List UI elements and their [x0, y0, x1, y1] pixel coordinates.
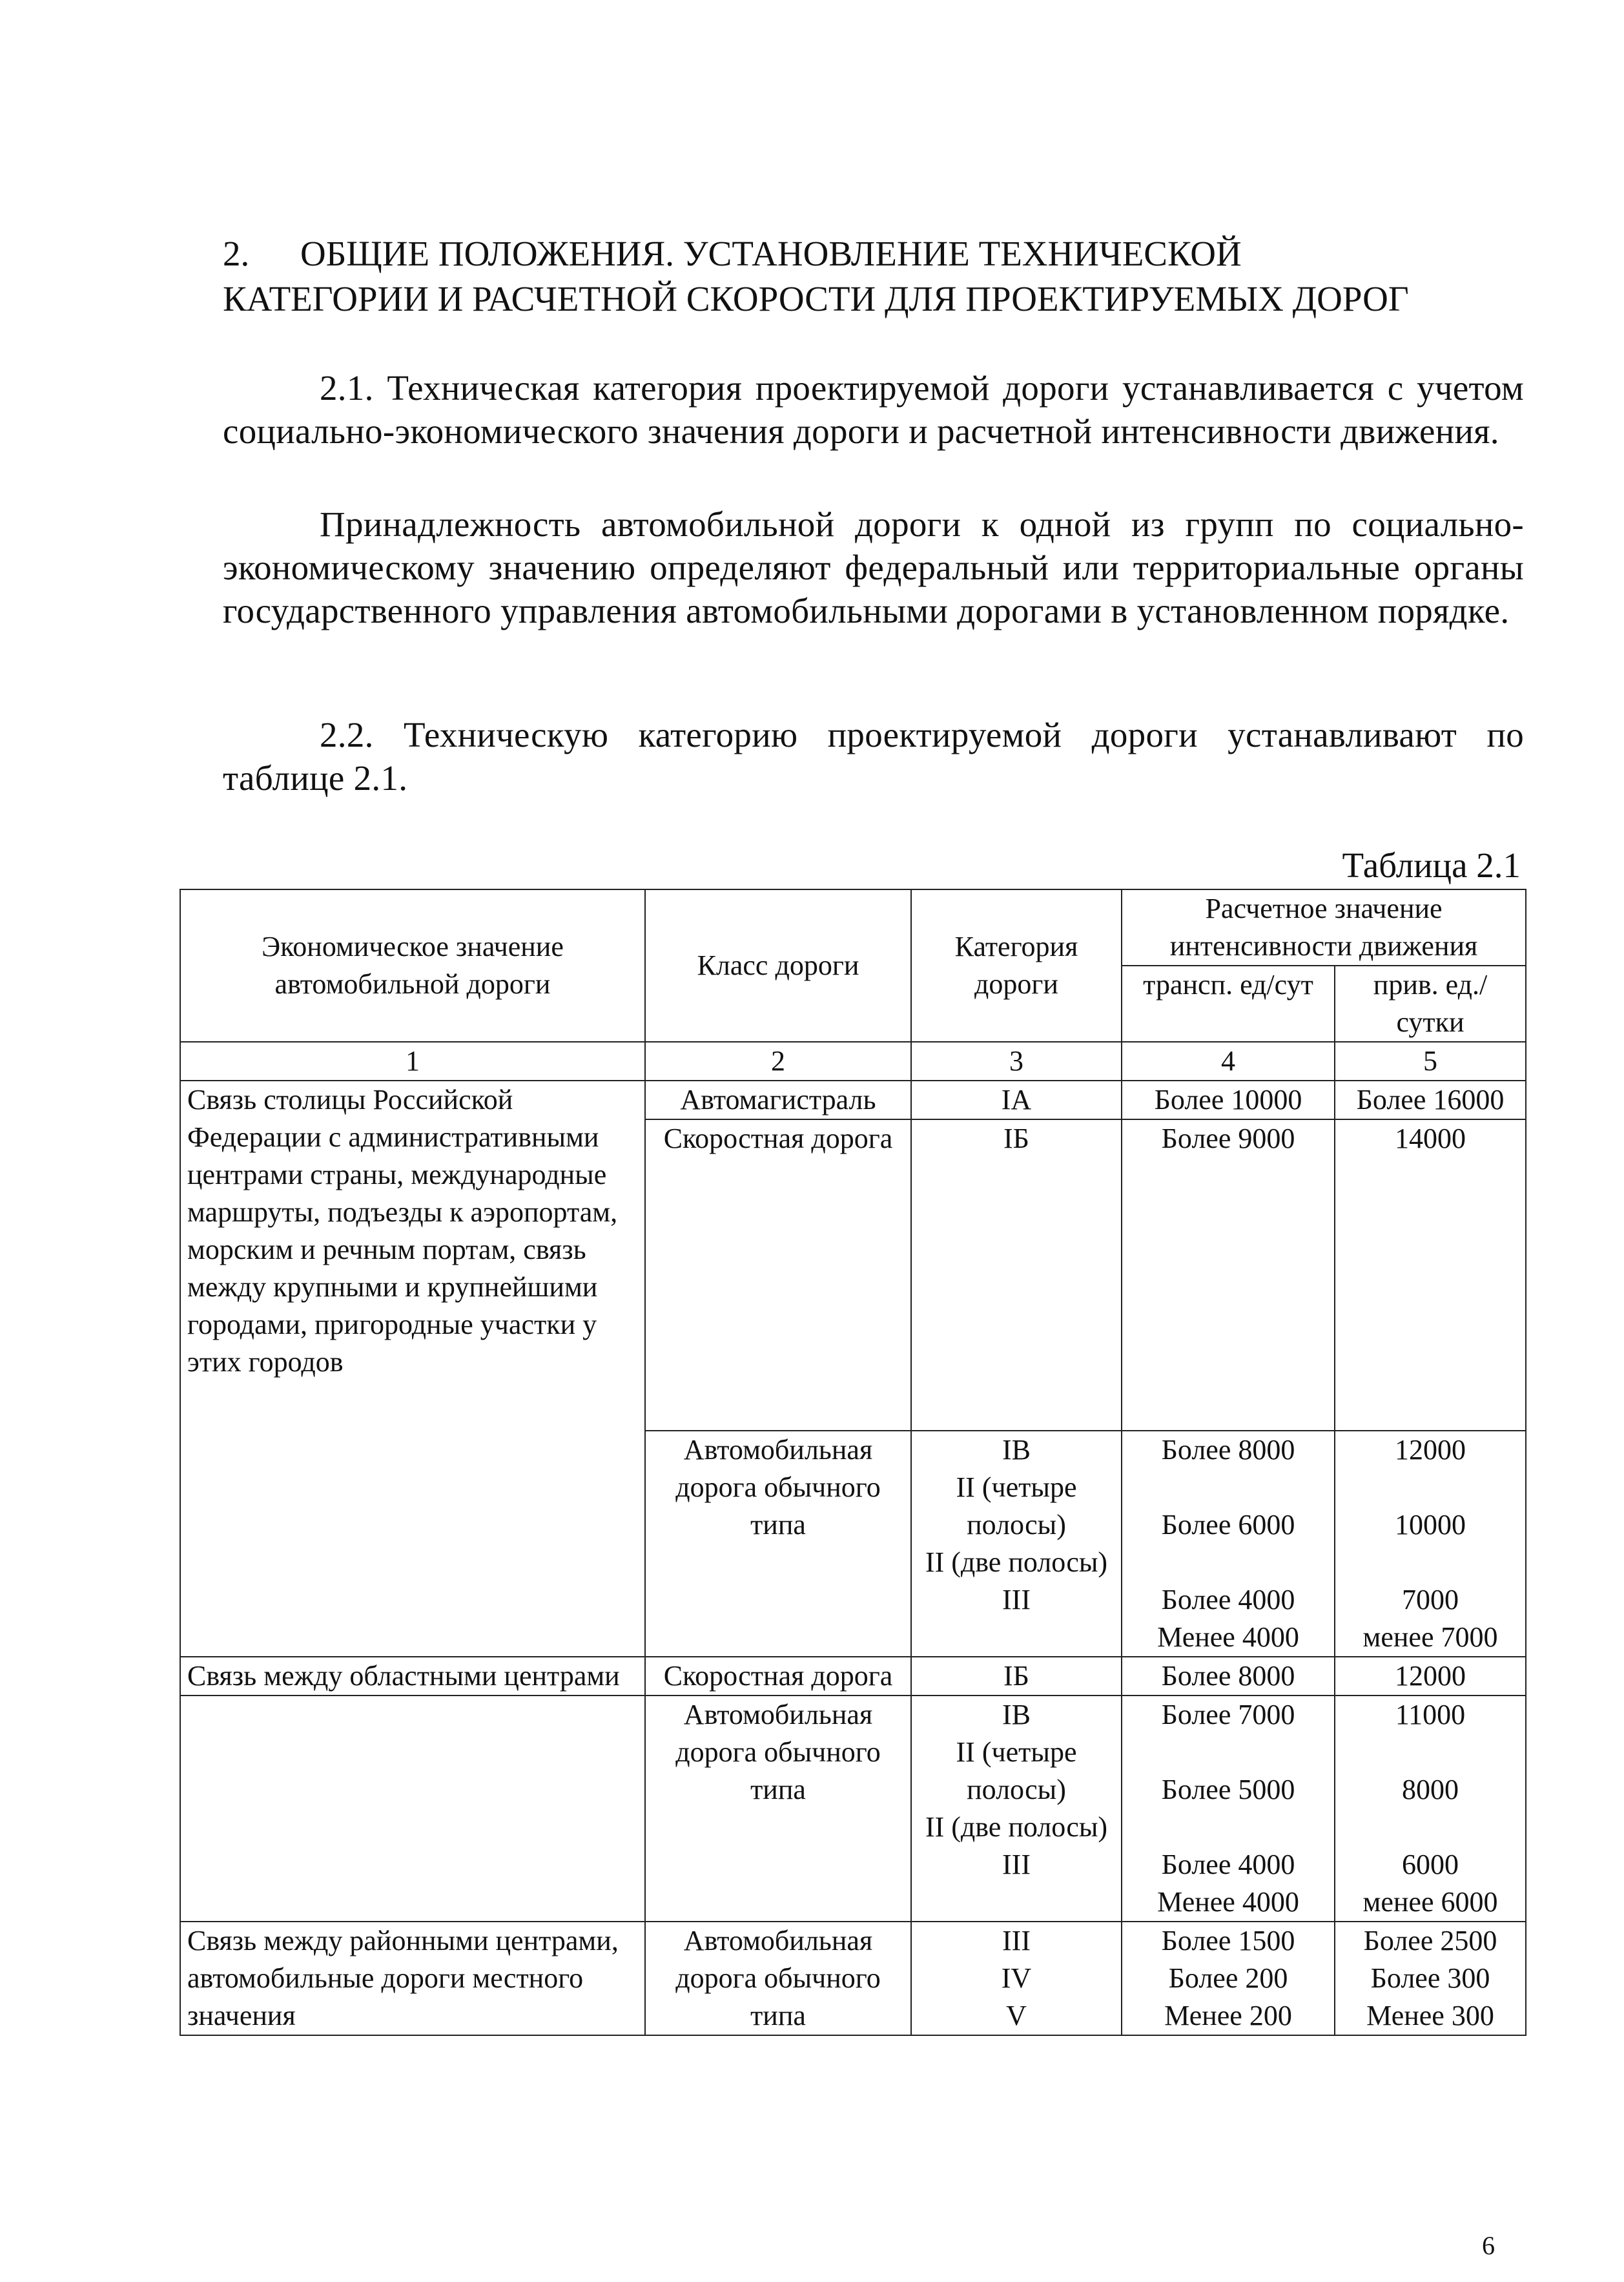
- category-value: III: [1002, 1925, 1031, 1956]
- reduced-cell: 14000: [1335, 1119, 1526, 1431]
- section-number: 2.: [223, 234, 250, 273]
- header-significance: Экономическое значение автомобильной дороги: [180, 889, 645, 1042]
- reduced-value: менее 7000: [1362, 1621, 1498, 1653]
- transport-value: Менее 4000: [1157, 1621, 1299, 1653]
- transport-value: Более 1500: [1161, 1925, 1295, 1956]
- category-value: V: [1006, 2000, 1027, 2031]
- reduced-value: 6000: [1402, 1849, 1459, 1880]
- reduced-cell: [1335, 1431, 1526, 1657]
- category-cell: IБ: [911, 1657, 1122, 1696]
- table-row: [180, 1657, 1526, 1696]
- category-value: IB: [1002, 1434, 1031, 1466]
- page-number: 6: [1482, 2231, 1495, 2260]
- significance-cell: Связь между областными центрами: [180, 1657, 645, 1696]
- reduced-cell: [1335, 1922, 1526, 2035]
- category-value: III: [1002, 1584, 1031, 1615]
- column-number: 1: [180, 1042, 645, 1081]
- reduced-value: Менее 300: [1366, 2000, 1494, 2031]
- column-number: 2: [645, 1042, 911, 1081]
- transport-value: Более 7000: [1161, 1699, 1295, 1730]
- significance-cell-empty: [180, 1696, 645, 1922]
- transport-value: Менее 200: [1164, 2000, 1292, 2031]
- reduced-value: менее 6000: [1362, 1886, 1498, 1918]
- reduced-cell: 12000: [1335, 1657, 1526, 1696]
- category-cell: IБ: [911, 1119, 1122, 1431]
- reduced-value: 7000: [1402, 1584, 1459, 1615]
- column-number: 3: [911, 1042, 1122, 1081]
- category-value: IB: [1002, 1699, 1031, 1730]
- column-number: 4: [1122, 1042, 1335, 1081]
- category-cell: [911, 1922, 1122, 2035]
- category-value: II (четыре полосы): [956, 1471, 1077, 1540]
- reduced-cell: [1335, 1696, 1526, 1922]
- category-table: [180, 889, 1526, 2036]
- class-cell: Автомобильная дорога обычного типа: [645, 1696, 911, 1922]
- category-cell: IA: [911, 1081, 1122, 1119]
- class-cell: Скоростная дорога: [645, 1657, 911, 1696]
- header-class: Класс дороги: [645, 889, 911, 1042]
- header-category: Категория дороги: [911, 889, 1122, 1042]
- transport-cell: [1122, 1922, 1335, 2035]
- paragraph-2-1: 2.1. Техническая категория проектируемой дороги устанавливается с учетом социально-экономического значения дороги и расчетной интенсивности движения.: [223, 368, 1524, 451]
- reduced-value: 11000: [1395, 1699, 1466, 1730]
- table-row: [180, 1081, 1526, 1119]
- transport-value: Более 5000: [1161, 1774, 1295, 1805]
- table-caption: Таблица 2.1: [1342, 845, 1521, 885]
- header-reduced-units: прив. ед./сутки: [1335, 966, 1526, 1042]
- heading-line-1: ОБЩИЕ ПОЛОЖЕНИЯ. УСТАНОВЛЕНИЕ ТЕХНИЧЕСКОЙ: [300, 234, 1242, 273]
- paragraph-ownership: Принадлежность автомобильной дороги к одной из групп по социально-экономическому значению определяют федеральный или территориальные органы государственного управления автомобильными дорогами в установленном порядке.: [223, 504, 1524, 630]
- column-number-row: [180, 1042, 1526, 1081]
- reduced-value: 12000: [1395, 1434, 1466, 1466]
- reduced-value: 10000: [1395, 1509, 1466, 1540]
- transport-value: Более 8000: [1161, 1434, 1295, 1466]
- transport-cell: Более 8000: [1122, 1657, 1335, 1696]
- category-value: II (четыре полосы): [956, 1736, 1077, 1805]
- transport-value: Более 4000: [1161, 1849, 1295, 1880]
- significance-cell: Связь между районными центрами, автомобильные дороги местного значения: [180, 1922, 645, 2035]
- transport-cell: Более 10000: [1122, 1081, 1335, 1119]
- category-value: III: [1002, 1849, 1031, 1880]
- paragraph-2-2: 2.2. Техническую категорию проектируемой дороги устанавливают по таблице 2.1.: [223, 715, 1524, 798]
- header-transport-units: трансп. ед/сут: [1122, 966, 1335, 1042]
- transport-value: Более 4000: [1161, 1584, 1295, 1615]
- header-intensity: Расчетное значение интенсивности движения: [1122, 889, 1526, 966]
- table-row: [180, 1922, 1526, 2035]
- class-cell: Скоростная дорога: [645, 1119, 911, 1431]
- reduced-value: Более 300: [1370, 1962, 1490, 1994]
- section-heading: [223, 231, 1540, 322]
- heading-line-2: КАТЕГОРИИ И РАСЧЕТНОЙ СКОРОСТИ ДЛЯ ПРОЕКТИРУЕМЫХ ДОРОГ: [223, 279, 1409, 318]
- transport-value: Более 200: [1168, 1962, 1288, 1994]
- reduced-cell: Более 16000: [1335, 1081, 1526, 1119]
- transport-cell: [1122, 1696, 1335, 1922]
- column-number: 5: [1335, 1042, 1526, 1081]
- transport-cell: [1122, 1431, 1335, 1657]
- table-row: [180, 1696, 1526, 1922]
- class-cell: Автомобильная дорога обычного типа: [645, 1922, 911, 2035]
- reduced-value: Более 2500: [1363, 1925, 1497, 1956]
- reduced-value: 8000: [1402, 1774, 1459, 1805]
- transport-value: Менее 4000: [1157, 1886, 1299, 1918]
- transport-value: Более 6000: [1161, 1509, 1295, 1540]
- class-cell: Автомобильная дорога обычного типа: [645, 1431, 911, 1657]
- category-value: IV: [1001, 1962, 1032, 1994]
- category-cell: [911, 1696, 1122, 1922]
- class-cell: Автомагистраль: [645, 1081, 911, 1119]
- category-cell: [911, 1431, 1122, 1657]
- significance-cell: Связь столицы Российской Федерации с административными центрами страны, международные маршруты, подъезды к аэропортам, морским и речным портам, связь между крупными и крупнейшими городами, пригородные участки у этих городов: [180, 1081, 645, 1657]
- category-value: II (две полосы): [925, 1546, 1108, 1578]
- category-value: II (две полосы): [925, 1811, 1108, 1843]
- transport-cell: Более 9000: [1122, 1119, 1335, 1431]
- table-header-row: [180, 889, 1526, 966]
